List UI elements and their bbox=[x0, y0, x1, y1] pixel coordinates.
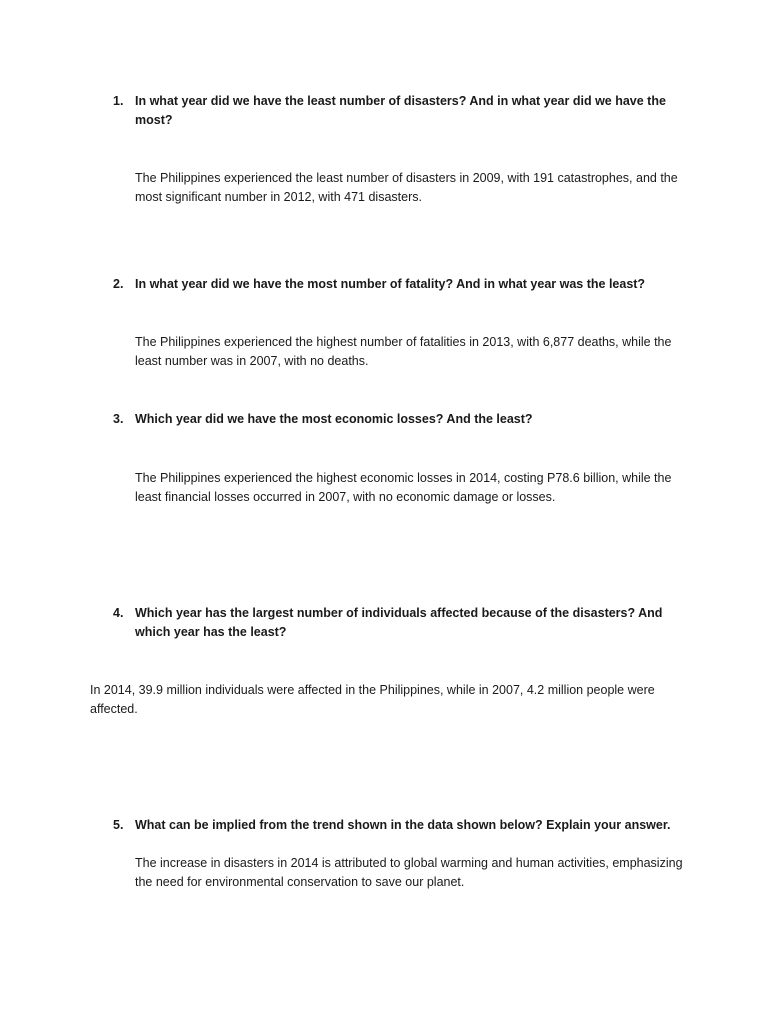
question-text: In what year did we have the least number of disasters? And in what year did we have the most? bbox=[135, 94, 666, 127]
question-3 bbox=[113, 410, 693, 429]
question-1 bbox=[113, 92, 693, 130]
question-5 bbox=[113, 816, 693, 835]
question-number: 3. bbox=[113, 412, 124, 426]
answer-3: The Philippines experienced the highest economic losses in 2014, costing P78.6 billion, while the least financial losses occurred in 2007, with no economic damage or losses. bbox=[135, 471, 672, 504]
question-number: 2. bbox=[113, 277, 124, 291]
answer-4: In 2014, 39.9 million individuals were affected in the Philippines, while in 2007, 4.2 million people were affected. bbox=[90, 683, 655, 716]
question-text: In what year did we have the most number of fatality? And in what year was the least? bbox=[135, 277, 646, 291]
question-number: 5. bbox=[113, 818, 124, 832]
question-text: Which year has the largest number of individuals affected because of the disasters? And which year has the least? bbox=[135, 606, 663, 639]
answer-2: The Philippines experienced the highest number of fatalities in 2013, with 6,877 deaths, while the least number was in 2007, with no deaths. bbox=[135, 335, 672, 368]
question-2 bbox=[113, 275, 693, 294]
question-text: What can be implied from the trend shown in the data shown below? Explain your answer. bbox=[135, 818, 671, 832]
question-number: 1. bbox=[113, 94, 124, 108]
question-number: 4. bbox=[113, 606, 124, 620]
answer-1: The Philippines experienced the least number of disasters in 2009, with 191 catastrophes, and the most significant number in 2012, with 471 disasters. bbox=[135, 171, 678, 204]
answer-5: The increase in disasters in 2014 is attributed to global warming and human activities, emphasizing the need for environmental conservation to save our planet. bbox=[135, 856, 683, 889]
question-4 bbox=[113, 604, 693, 642]
question-text: Which year did we have the most economic losses? And the least? bbox=[135, 412, 533, 426]
